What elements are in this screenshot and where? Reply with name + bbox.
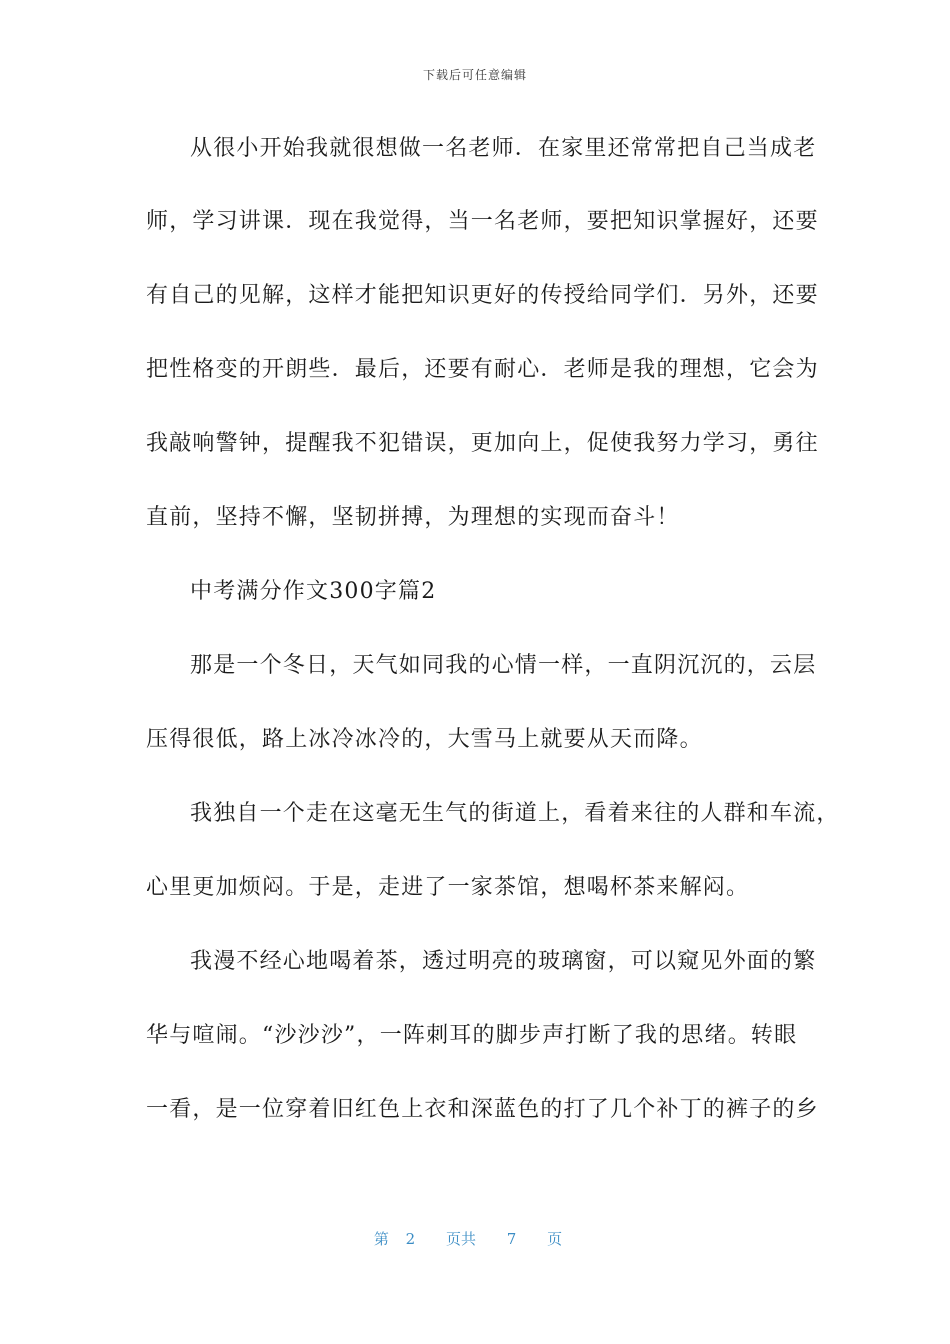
paragraph-line: 师，学习讲课．现在我觉得，当一名老师，要把知识掌握好，还要: [146, 209, 819, 234]
paragraph-line: 那是一个冬日，天气如同我的心情一样，一直阴沉沉的，云层: [190, 653, 817, 678]
page-mid: 页共: [445, 1230, 476, 1248]
paragraph-line: 把性格变的开朗些．最后，还要有耐心．老师是我的理想，它会为: [146, 357, 819, 382]
paragraph-line: 心里更加烦闷。于是，走进了一家茶馆，想喝杯茶来解闷。: [146, 875, 750, 900]
paragraph-line: 我敲响警钟，提醒我不犯错误，更加向上，促使我努力学习，勇往: [146, 431, 819, 456]
paragraph-line: 压得很低，路上冰冷冰冷的，大雪马上就要从天而降。: [146, 727, 703, 752]
paragraph-line: 直前，坚持不懈，坚韧拼搏，为理想的实现而奋斗！: [146, 505, 680, 530]
paragraph-line: 我漫不经心地喝着茶，透过明亮的玻璃窗，可以窥见外面的繁: [190, 949, 817, 974]
paragraph-line: 华与喧闹。“沙沙沙”，一阵刺耳的脚步声打断了我的思绪。转眼: [146, 1023, 798, 1048]
page-number: 2: [405, 1230, 416, 1248]
page-suffix: 页: [547, 1230, 563, 1248]
total-pages: 7: [506, 1230, 517, 1248]
paragraph-line: 一看，是一位穿着旧红色上衣和深蓝色的打了几个补丁的裤子的乡: [146, 1097, 819, 1122]
paragraph-line: 有自己的见解，这样才能把知识更好的传授给同学们．另外，还要: [146, 283, 819, 308]
paragraph-line: 我独自一个走在这毫无生气的街道上，看着来往的人群和车流，: [190, 801, 840, 826]
page-footer: [0, 1228, 950, 1249]
section-heading: 中考满分作文300字篇2: [190, 579, 437, 604]
page-prefix: 第: [373, 1230, 389, 1248]
paragraph-line: 从很小开始我就很想做一名老师．在家里还常常把自己当成老: [190, 136, 817, 161]
header-note: 下载后可任意编辑: [422, 68, 527, 82]
